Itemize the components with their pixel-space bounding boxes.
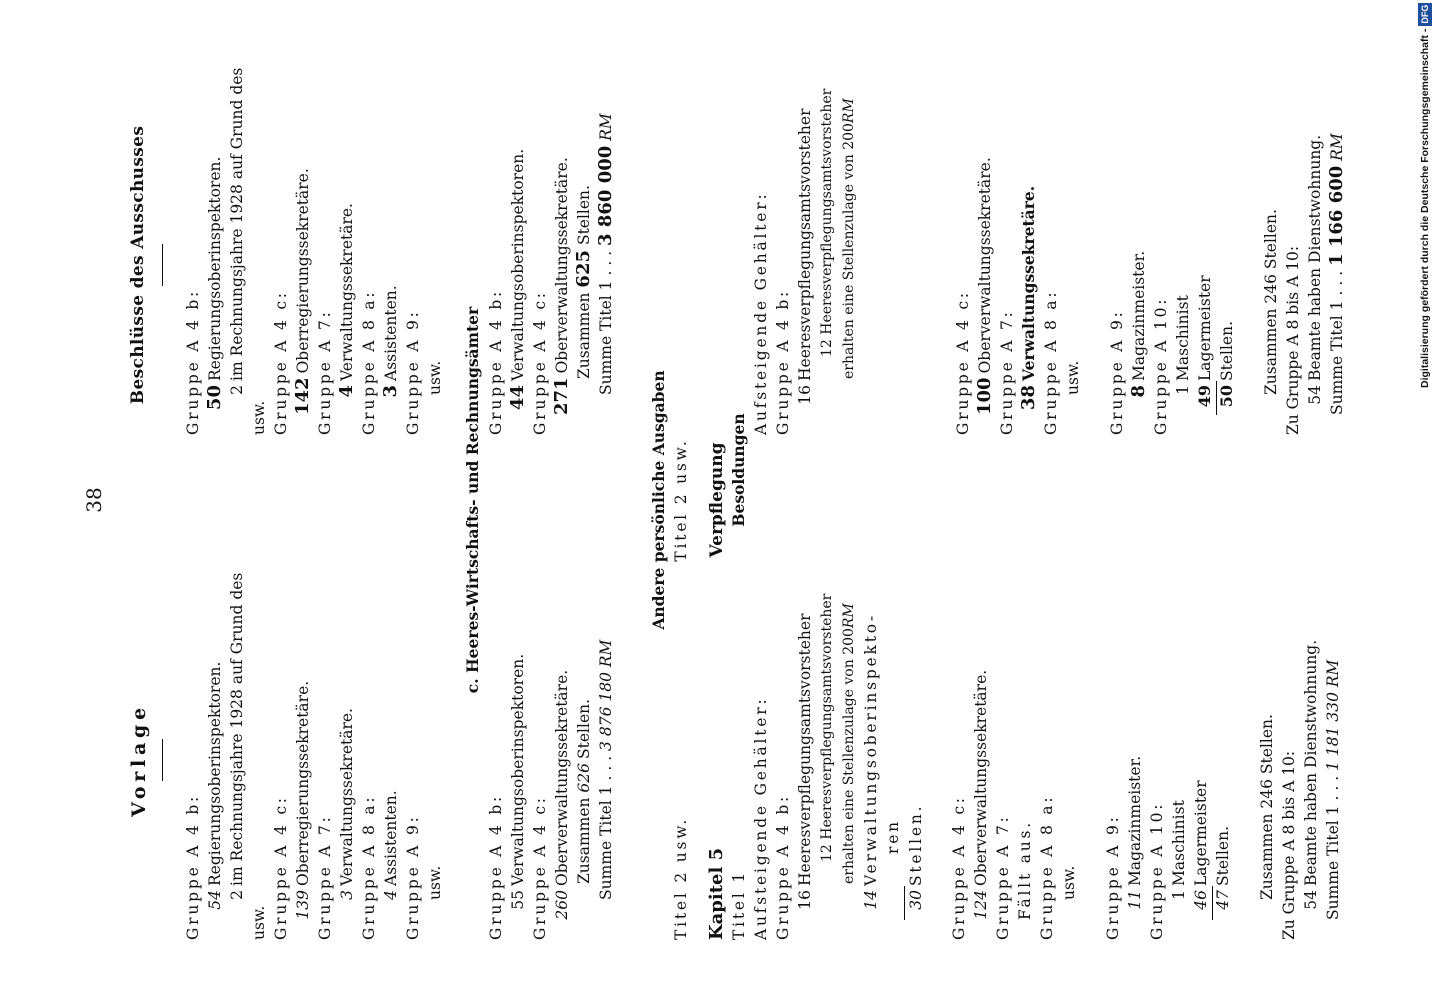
sum-unit: Stellen.	[575, 185, 593, 246]
count: 50	[204, 385, 225, 411]
item-text: Assistenten.	[382, 790, 400, 886]
item-text: Oberregierungssekretäre.	[294, 168, 312, 374]
item-text: Oberverwaltungssekretäre.	[553, 669, 571, 886]
group-label: Gruppe A 8 a:	[360, 794, 378, 940]
count: 47	[1214, 890, 1232, 910]
item-text: Lagermeister	[1196, 275, 1214, 381]
count: 139	[294, 890, 312, 920]
sum-label: Zusammen	[575, 797, 593, 884]
sum-unit: Stellen.	[575, 698, 593, 759]
item-text: im Rechnungsjahre 1928 auf Grund des	[228, 572, 246, 886]
titel2-center: Titel 2 usw.	[672, 438, 690, 562]
item-text: im Rechnungsjahre 1928 auf Grund des	[228, 67, 246, 381]
titel-label: Titel 1	[730, 870, 748, 940]
item-text: usw.	[250, 400, 268, 435]
item-text: Magazinmeister.	[1130, 250, 1148, 381]
currency: RM	[1324, 659, 1342, 688]
group-label: Gruppe A 4 c:	[531, 290, 549, 435]
group-label: Gruppe A 8 a:	[360, 289, 378, 435]
item-text: 12 Heeresverpflegungsamtsvorsteher	[819, 593, 835, 862]
group-label: Gruppe A 9:	[404, 309, 422, 435]
group-label: Gruppe A 4 b:	[184, 793, 202, 940]
item-text: Stellen.	[907, 803, 925, 886]
count: 8	[1128, 385, 1149, 398]
count: 4	[382, 890, 400, 900]
left-titel2	[670, 570, 692, 940]
count: 16	[796, 385, 814, 405]
currency: RM	[841, 603, 857, 629]
group-label: Zu Gruppe A 8 bis A 10:	[1280, 750, 1298, 940]
left-column-chapter5	[728, 570, 1344, 940]
item-text: Verwaltungssekretäre.	[338, 708, 356, 886]
banner-text: Digitalisierung gefördert durch die Deutsche Forschungsgemeinschaft -	[1419, 28, 1431, 388]
right-column-section-c	[485, 65, 617, 435]
group-label: Gruppe A 7:	[316, 814, 334, 940]
count: 260	[553, 890, 571, 920]
left-heading-rule	[162, 739, 163, 781]
count: 2	[228, 385, 246, 395]
item-text: Heeresverpflegungsamtsvorsteher	[796, 108, 814, 381]
group-label: Gruppe A 4 b:	[774, 793, 792, 940]
count: 16	[796, 890, 814, 910]
item-text: usw.	[1064, 360, 1082, 395]
group-label: Gruppe A 4 c:	[950, 795, 968, 940]
group-label: Gruppe A 4 b:	[487, 793, 505, 940]
leader-dots: . . .	[1324, 775, 1342, 801]
item-text: Regierungsoberinspektoren.	[206, 661, 224, 886]
count: 46	[1190, 886, 1213, 920]
count: 3	[338, 890, 356, 900]
group-label: Gruppe A 9:	[1108, 309, 1126, 435]
count: 38	[1018, 385, 1039, 411]
group-label: Gruppe A 9:	[1104, 814, 1122, 940]
amount: 1 166 600	[1326, 165, 1347, 266]
leader-dots: . . .	[597, 755, 615, 781]
item-text: Oberverwaltungssekretäre.	[972, 669, 990, 886]
right-column-heading: Beschlüsse des Ausschusses	[128, 125, 148, 405]
item-text: Beamte haben Dienstwohnung.	[1302, 639, 1320, 886]
count: 271	[551, 377, 572, 415]
item-text: usw.	[426, 865, 444, 900]
item-text: Verwaltungsoberinspektoren.	[509, 653, 527, 886]
group-label: Gruppe A 4 b:	[487, 288, 505, 435]
count: 55	[509, 890, 527, 910]
dfg-logo: DFG	[1420, 4, 1430, 24]
item-text: erhalten eine Stellenzulage von 200	[841, 123, 857, 379]
left-column-section-c	[485, 570, 617, 940]
group-label: Gruppe A 8 a:	[1038, 794, 1056, 940]
item-text: Beamte haben Dienstwohnung.	[1306, 134, 1324, 381]
count: 1	[1170, 890, 1188, 900]
item-text: Stellen.	[1218, 320, 1236, 381]
count: 50	[1217, 385, 1236, 408]
group-label: Gruppe A 4 c:	[531, 795, 549, 940]
group-label: Gruppe A 7:	[316, 309, 334, 435]
sum-label: Summe Titel 1	[597, 280, 615, 395]
item-text: Oberregierungssekretäre.	[294, 680, 312, 886]
digitization-banner	[1418, 4, 1432, 388]
group-label: Gruppe A 7:	[998, 309, 1016, 435]
count: 1	[1174, 385, 1192, 395]
count: 100	[974, 377, 995, 415]
sum-label: Zusammen 246 Stellen.	[1262, 209, 1280, 395]
item-text: usw.	[1060, 865, 1078, 900]
right-heading-rule	[162, 244, 163, 286]
count: 3	[380, 385, 401, 398]
item-text: Fällt aus.	[1016, 819, 1034, 920]
subsection-title: Besoldungen	[729, 413, 748, 527]
item-text: 12 Heeresverpflegungsamtsvorsteher	[819, 88, 835, 357]
item-text: Verwaltungsoberinspektoren.	[509, 148, 527, 381]
currency: RM	[841, 98, 857, 124]
count: 2	[228, 890, 246, 900]
left-column-heading: Vorlage	[128, 703, 150, 817]
item-text: usw.	[426, 360, 444, 395]
item-text: Verwaltungssekretäre.	[1019, 185, 1038, 381]
chapter-label: Kapitel 5	[706, 847, 727, 940]
sum-label: Summe Titel 1	[1328, 300, 1346, 415]
group-label: Gruppe A 4 c:	[954, 290, 972, 435]
subheading: Aufsteigende Gehälter:	[752, 696, 770, 940]
item-text: Stellen.	[1214, 825, 1232, 886]
sum-label: Zusammen	[575, 292, 593, 379]
count: 54	[1302, 890, 1320, 910]
leader-dots: . . .	[597, 250, 615, 276]
group-label: Gruppe A 10:	[1152, 296, 1170, 435]
count: 11	[1126, 890, 1144, 910]
group-label: Zu Gruppe A 8 bis A 10:	[1284, 245, 1302, 435]
count: 49	[1194, 381, 1217, 415]
count: 14	[862, 890, 880, 910]
item-text: Oberverwaltungssekretäre.	[553, 157, 571, 374]
item-text: Regierungsoberinspektoren.	[206, 156, 224, 381]
group-label: Gruppe A 9:	[404, 814, 422, 940]
sum-label: Summe Titel 1	[1324, 805, 1342, 920]
group-label: Gruppe A 4 c:	[272, 290, 290, 435]
amount: 1 181 330	[1324, 692, 1342, 771]
amount: 3 876 180	[597, 672, 615, 751]
chapter-title: Verpflegung	[707, 442, 727, 558]
item-text: usw.	[250, 905, 268, 940]
item-text: erhalten eine Stellenzulage von 200	[841, 628, 857, 884]
other-expenses-heading: Andere persönliche Ausgaben	[649, 370, 668, 630]
count: 54	[1306, 385, 1324, 405]
item-text: Lagermeister	[1192, 780, 1210, 886]
subheading: Aufsteigende Gehälter:	[752, 191, 770, 435]
left-column-top	[182, 570, 446, 940]
count: 44	[507, 385, 528, 411]
count: 4	[336, 385, 357, 398]
item-text: Verwaltungsoberinspekto-	[862, 613, 880, 886]
group-label: Gruppe A 4 b:	[774, 288, 792, 435]
group-label: Gruppe A 8 a:	[1042, 289, 1060, 435]
count: 142	[292, 377, 313, 415]
section-c-heading: c. Heeres-Wirtschafts- und Rechnungsämter	[463, 306, 482, 694]
currency: RM	[597, 639, 615, 668]
item-text: Verwaltungssekretäre.	[338, 203, 356, 381]
count: 625	[573, 249, 594, 288]
item-text: Oberverwaltungssekretäre.	[976, 157, 994, 374]
item-text: Assistenten.	[382, 285, 400, 381]
item-text: ren	[884, 819, 902, 854]
page-number: 38	[82, 487, 106, 513]
right-column-top	[182, 65, 446, 435]
item-text: Magazinmeister.	[1126, 755, 1144, 886]
group-label: Gruppe A 7:	[994, 814, 1012, 940]
currency: RM	[597, 113, 615, 141]
currency: RM	[1328, 133, 1346, 161]
group-label: Gruppe A 10:	[1148, 801, 1166, 940]
leader-dots: . . .	[1328, 270, 1346, 296]
group-label: Gruppe A 4 c:	[272, 795, 290, 940]
count: 626	[575, 762, 593, 793]
count: 30	[904, 886, 927, 920]
sum-label: Zusammen 246 Stellen.	[1258, 714, 1276, 900]
count: 124	[972, 890, 990, 920]
sum-label: Summe Titel 1	[597, 785, 615, 900]
item-text: Heeresverpflegungsamtsvorsteher	[796, 613, 814, 886]
count: 54	[206, 890, 224, 910]
titel-label: Titel 2 usw.	[672, 816, 690, 940]
item-text: Maschinist	[1170, 800, 1188, 886]
item-text: Maschinist	[1174, 295, 1192, 381]
amount: 3 860 000	[595, 145, 616, 246]
right-column-chapter5	[750, 65, 1348, 435]
group-label: Gruppe A 4 b:	[184, 288, 202, 435]
